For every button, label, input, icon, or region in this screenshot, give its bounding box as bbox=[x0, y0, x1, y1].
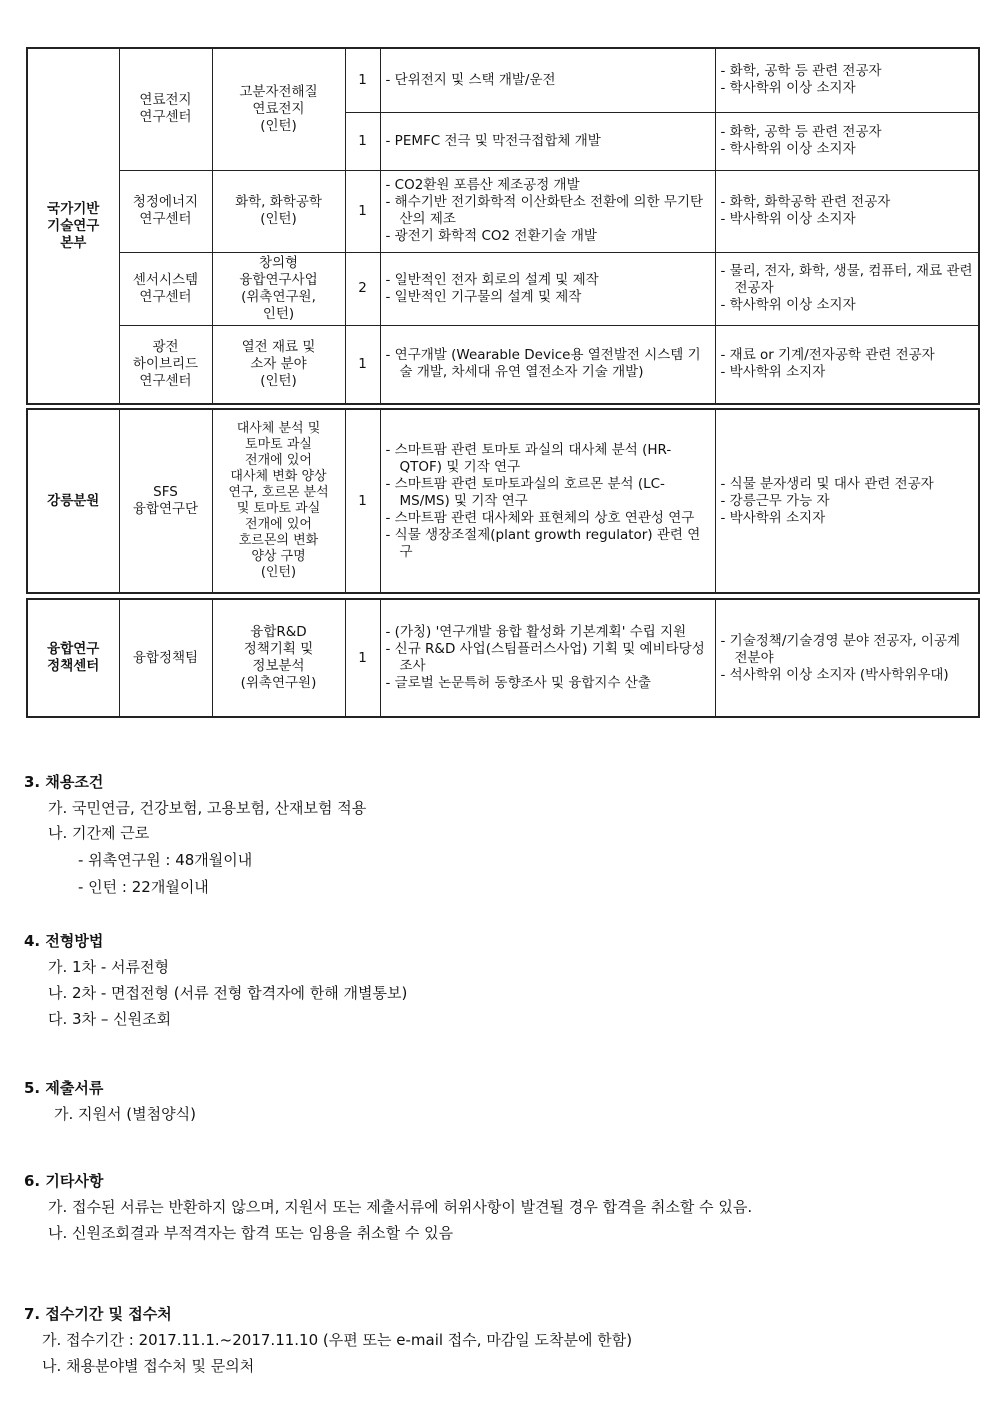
section-item: 다. 3차 – 신원조회 bbox=[48, 1010, 172, 1028]
list-item: - 기술정책/기술경영 분야 전공자, 이공계 전분야 bbox=[721, 633, 974, 667]
qualifications-cell bbox=[715, 48, 979, 112]
count-cell: 1 bbox=[345, 112, 380, 170]
list-item: - CO2환원 포름산 제조공정 개발 bbox=[386, 177, 710, 194]
count-cell: 1 bbox=[345, 325, 380, 404]
table-row bbox=[27, 252, 979, 325]
list-item: - 일반적인 기구물의 설계 및 제작 bbox=[386, 289, 710, 306]
qualifications-cell bbox=[715, 112, 979, 170]
count-cell: 2 bbox=[345, 252, 380, 325]
list-item: - 스마트팜 관련 토마토과실의 호르몬 분석 (LC-MS/MS) 및 기작 연구 bbox=[386, 476, 710, 510]
table-row bbox=[27, 325, 979, 404]
section-item: 가. 국민연금, 건강보험, 고용보험, 산재보험 적용 bbox=[48, 799, 367, 817]
section-documents bbox=[24, 1077, 196, 1125]
count-cell: 1 bbox=[345, 48, 380, 112]
center-cell: 청정에너지 연구센터 bbox=[119, 170, 212, 252]
section-item: 나. 기간제 근로 bbox=[48, 824, 150, 842]
section-subitem: - 위촉연구원 : 48개월이내 bbox=[78, 851, 253, 869]
section-item: 나. 2차 - 면접전형 (서류 전형 합격자에 한해 개별통보) bbox=[48, 984, 408, 1002]
center-cell: 연료전지 연구센터 bbox=[119, 48, 212, 170]
duties-cell bbox=[380, 409, 715, 593]
list-item: - PEMFC 전극 및 막전극접합체 개발 bbox=[386, 133, 710, 150]
list-item: - 스마트팜 관련 토마토 과실의 대사체 분석 (HR-QTOF) 및 기작 연구 bbox=[386, 442, 710, 476]
list-item: - 박사학위 소지자 bbox=[721, 510, 974, 527]
list-item: - 광전기 화학적 CO2 전환기술 개발 bbox=[386, 228, 710, 245]
section-title: 7. 접수기간 및 접수처 bbox=[24, 1305, 172, 1323]
section-item: 가. 1차 - 서류전형 bbox=[48, 958, 169, 976]
section-title: 6. 기타사항 bbox=[24, 1172, 104, 1190]
count-cell: 1 bbox=[345, 170, 380, 252]
list-item: - 강릉근무 가능 자 bbox=[721, 493, 974, 510]
list-item: - 식물 생장조절제(plant growth regulator) 관련 연구 bbox=[386, 527, 710, 561]
division-cell: 강릉분원 bbox=[27, 409, 119, 593]
section-item: 가. 지원서 (별첨양식) bbox=[54, 1105, 196, 1123]
division-cell: 국가기반 기술연구 본부 bbox=[27, 48, 119, 404]
list-item: - 물리, 전자, 화학, 생물, 컴퓨터, 재료 관련 전공자 bbox=[721, 263, 974, 297]
qualifications-cell bbox=[715, 252, 979, 325]
field-cell: 대사체 분석 및 토마토 과실 전개에 있어 대사체 변화 양상 연구, 호르몬 분석 및 토마토 과실 전개에 있어 호르몬의 변화 양상 구명 (인턴) bbox=[212, 409, 345, 593]
qualifications-cell bbox=[715, 170, 979, 252]
list-item: - 일반적인 전자 회로의 설계 및 제작 bbox=[386, 272, 710, 289]
list-item: - 석사학위 이상 소지자 (박사학위우대) bbox=[721, 667, 974, 684]
list-item: - (가칭) '연구개발 융합 활성화 기본계획' 수립 지원 bbox=[386, 624, 710, 641]
center-cell: 융합정책팀 bbox=[119, 599, 212, 717]
duties-cell bbox=[380, 599, 715, 717]
list-item: - 연구개발 (Wearable Device용 열전발전 시스템 기술 개발, 차세대 유연 열전소자 기술 개발) bbox=[386, 347, 710, 381]
section-item: 나. 채용분야별 접수처 및 문의처 bbox=[42, 1357, 255, 1375]
section-title: 4. 전형방법 bbox=[24, 932, 104, 950]
list-item: - 학사학위 이상 소지자 bbox=[721, 80, 974, 97]
section-application bbox=[24, 1303, 632, 1377]
center-cell: 광전 하이브리드 연구센터 bbox=[119, 325, 212, 404]
list-item: - 신규 R&D 사업(스팀플러스사업) 기획 및 예비타당성 조사 bbox=[386, 641, 710, 675]
field-cell: 열전 재료 및 소자 분야 (인턴) bbox=[212, 325, 345, 404]
recruitment-table-gangneung bbox=[26, 408, 980, 594]
duties-cell bbox=[380, 252, 715, 325]
count-cell: 1 bbox=[345, 599, 380, 717]
field-cell: 화학, 화학공학 (인턴) bbox=[212, 170, 345, 252]
list-item: - 화학, 공학 등 관련 전공자 bbox=[721, 124, 974, 141]
duties-cell bbox=[380, 170, 715, 252]
list-item: - 글로벌 논문특허 동향조사 및 융합지수 산출 bbox=[386, 675, 710, 692]
section-selection-process bbox=[24, 930, 407, 1030]
count-cell: 1 bbox=[345, 409, 380, 593]
list-item: - 단위전지 및 스택 개발/운전 bbox=[386, 72, 710, 89]
center-cell: 센서시스템 연구센터 bbox=[119, 252, 212, 325]
table-row bbox=[27, 48, 979, 112]
division-cell: 융합연구 정책센터 bbox=[27, 599, 119, 717]
duties-cell bbox=[380, 325, 715, 404]
field-cell: 창의형 융합연구사업 (위촉연구원, 인턴) bbox=[212, 252, 345, 325]
section-item: 나. 신원조회결과 부적격자는 합격 또는 임용을 취소할 수 있음 bbox=[48, 1224, 454, 1242]
section-title: 5. 제출서류 bbox=[24, 1079, 104, 1097]
section-item: 가. 접수기간 : 2017.11.1.~2017.11.10 (우편 또는 e-mail 접수, 마감일 도착분에 한함) bbox=[42, 1331, 633, 1349]
duties-cell bbox=[380, 112, 715, 170]
list-item: - 스마트팜 관련 대사체와 표현체의 상호 연관성 연구 bbox=[386, 510, 710, 527]
list-item: - 화학, 화학공학 관련 전공자 bbox=[721, 194, 974, 211]
list-item: - 식물 분자생리 및 대사 관련 전공자 bbox=[721, 476, 974, 493]
field-cell: 융합R&D 정책기획 및 정보분석 (위촉연구원) bbox=[212, 599, 345, 717]
table-row bbox=[27, 170, 979, 252]
field-cell: 고분자전해질 연료전지 (인턴) bbox=[212, 48, 345, 170]
qualifications-cell bbox=[715, 325, 979, 404]
table-row bbox=[27, 599, 979, 717]
recruitment-table-national-infra bbox=[26, 47, 980, 405]
list-item: - 재료 or 기계/전자공학 관련 전공자 bbox=[721, 347, 974, 364]
qualifications-cell bbox=[715, 409, 979, 593]
list-item: - 화학, 공학 등 관련 전공자 bbox=[721, 63, 974, 80]
qualifications-cell bbox=[715, 599, 979, 717]
section-subitem: - 인턴 : 22개월이내 bbox=[78, 878, 209, 896]
duties-cell bbox=[380, 48, 715, 112]
list-item: - 학사학위 이상 소지자 bbox=[721, 297, 974, 314]
section-item: 가. 접수된 서류는 반환하지 않으며, 지원서 또는 제출서류에 허위사항이 발견될 경우 합격을 취소할 수 있음. bbox=[48, 1198, 753, 1216]
section-title: 3. 채용조건 bbox=[24, 773, 104, 791]
list-item: - 박사학위 이상 소지자 bbox=[721, 211, 974, 228]
center-cell: SFS 융합연구단 bbox=[119, 409, 212, 593]
section-employment-conditions bbox=[24, 771, 366, 898]
list-item: - 해수기반 전기화학적 이산화탄소 전환에 의한 무기탄산의 제조 bbox=[386, 194, 710, 228]
list-item: - 박사학위 소지자 bbox=[721, 364, 974, 381]
recruitment-table-policy-center bbox=[26, 598, 980, 718]
section-other-notes bbox=[24, 1170, 752, 1244]
table-row bbox=[27, 409, 979, 593]
list-item: - 학사학위 이상 소지자 bbox=[721, 141, 974, 158]
